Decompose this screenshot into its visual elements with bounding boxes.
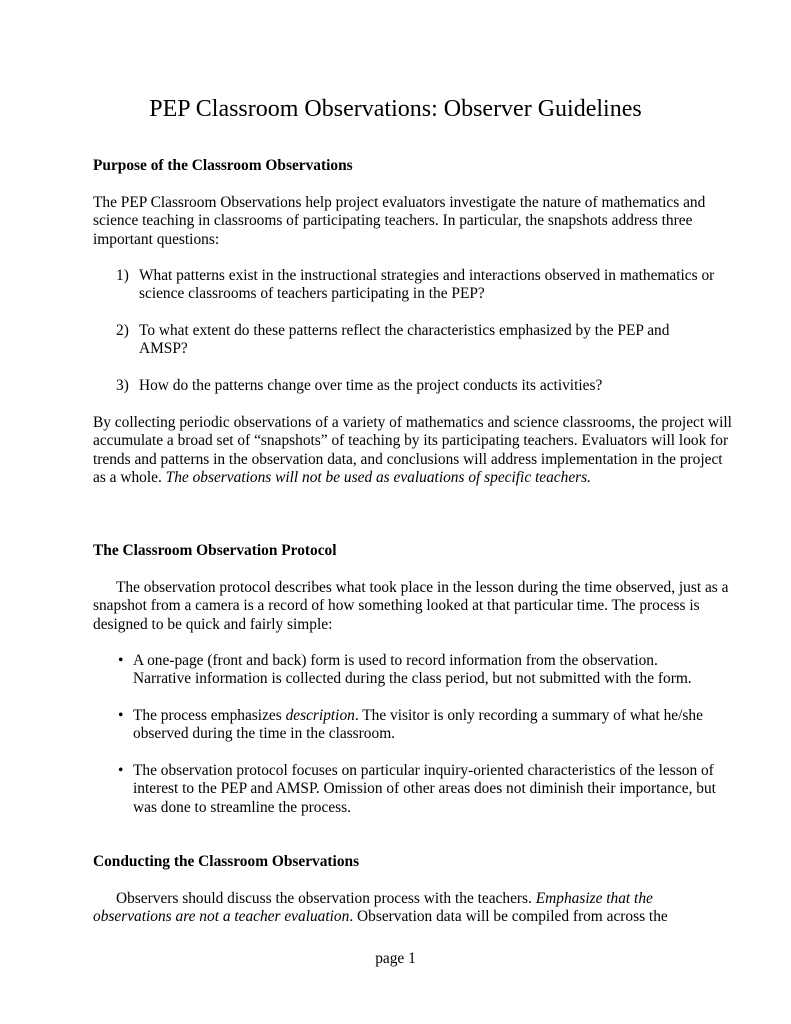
question-text: How do the patterns change over time as the project conducts its activities? xyxy=(139,377,603,394)
bullet-marker: • xyxy=(118,652,124,669)
question-text: To what extent do these patterns reflect the characteristics emphasized by the PEP and AMSP? xyxy=(139,322,670,358)
question-text: What patterns exist in the instructional strategies and interactions observed in mathematics or science classrooms of teachers participating in the PEP? xyxy=(139,267,715,303)
question-marker: 3) xyxy=(116,377,129,394)
bullet-text-after: . The visitor is only recording a summary of what he/she observed during the time in the classroom. xyxy=(133,707,703,743)
bullet-marker: • xyxy=(118,707,124,724)
protocol-intro-paragraph: The observation protocol describes what took place in the lesson during the time observed, just as a snapshot from a camera is a record of how something looked at that particular time. The process is designed to be quick and fairly simple: xyxy=(93,579,729,633)
purpose-closing-paragraph xyxy=(93,414,733,488)
question-item-2 xyxy=(116,322,716,359)
document-title: PEP Classroom Observations: Observer Guidelines xyxy=(149,96,642,122)
bullet-text: A one-page (front and back) form is used to record information from the observation. Narrative information is collected during the class period, but not submitted with the form. xyxy=(133,652,692,688)
question-item-1 xyxy=(116,267,716,304)
conducting-text-after: . Observation data will be compiled from across the xyxy=(349,908,668,926)
question-item-3 xyxy=(116,377,716,395)
closing-italic-text: The observations will not be used as evaluations of specific teachers. xyxy=(165,469,591,487)
heading-purpose: Purpose of the Classroom Observations xyxy=(93,157,353,174)
conducting-text-italic: Emphasize that the observations are not a teacher evaluation xyxy=(93,890,653,926)
bullet-text: The observation protocol focuses on particular inquiry-oriented characteristics of the lesson of interest to the PEP and AMSP. Omission of other areas does not diminish their importance, but was done to streamline the process. xyxy=(133,762,716,816)
question-marker: 1) xyxy=(116,267,129,284)
bullet-text xyxy=(133,707,716,744)
bullet-item-3 xyxy=(116,762,716,817)
question-marker: 2) xyxy=(116,322,129,339)
bullet-item-2 xyxy=(116,707,716,744)
heading-conducting: Conducting the Classroom Observations xyxy=(93,853,360,870)
bullet-text-before: The process emphasizes xyxy=(133,707,286,724)
conducting-paragraph xyxy=(93,890,733,927)
closing-plain-text: By collecting periodic observations of a variety of mathematics and science classrooms, the project will accumulate a broad set of “snapshots” of teaching by its participating teachers. Evaluators will look for trends and patterns in the observation data, and conclusions will address implementation in the project as a whole. xyxy=(93,414,732,487)
bullet-text-italic: description xyxy=(285,707,355,724)
conducting-text-before: Observers should discuss the observation process with the teachers. xyxy=(116,890,536,907)
page-number: page 1 xyxy=(375,950,416,967)
bullet-item-1 xyxy=(116,652,716,689)
purpose-intro-paragraph: The PEP Classroom Observations help project evaluators investigate the nature of mathematics and science teaching in classrooms of participating teachers. In particular, the snapshots address three important questions: xyxy=(93,194,706,248)
bullet-marker: • xyxy=(118,762,124,779)
heading-protocol: The Classroom Observation Protocol xyxy=(93,542,337,559)
